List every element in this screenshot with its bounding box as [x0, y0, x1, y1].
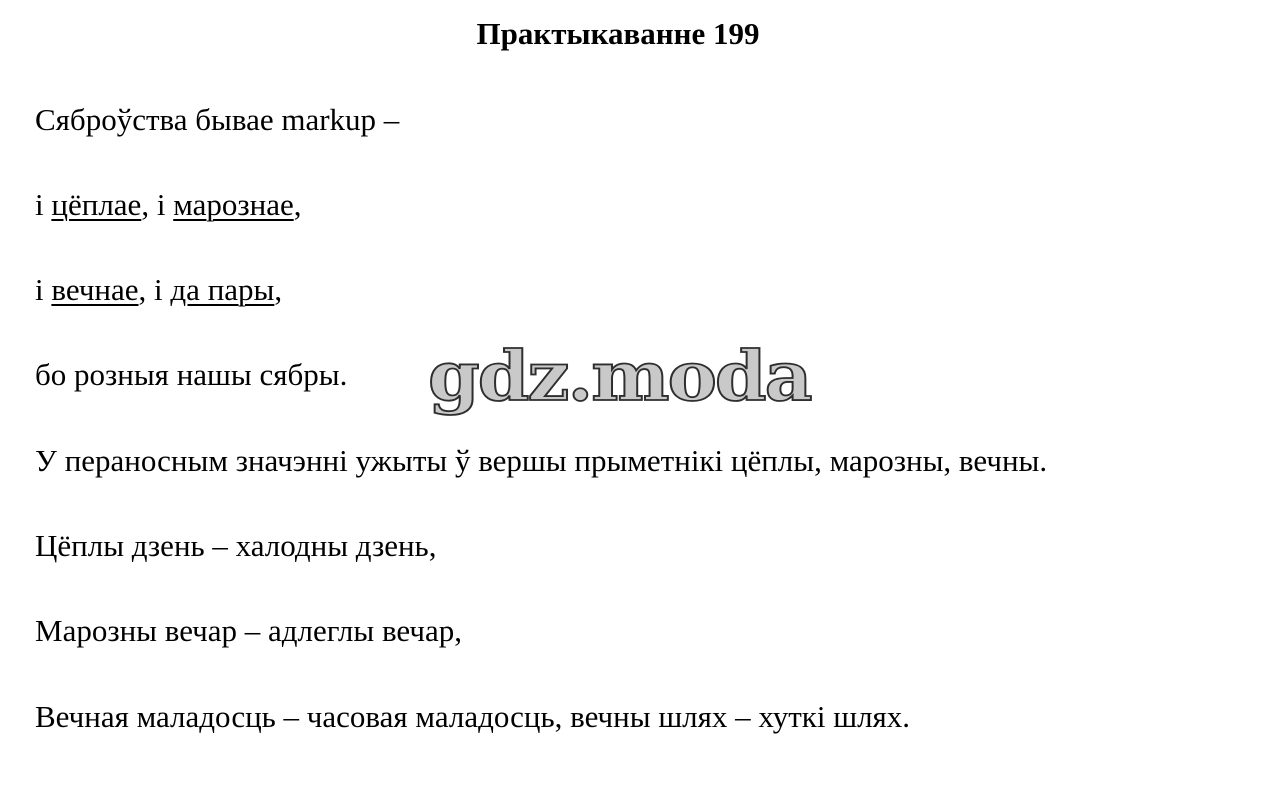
- underlined-word-eternal: вечнае: [51, 272, 139, 307]
- antonym-pair-2: Марозны вечар – адлеглы вечар,: [35, 613, 463, 648]
- poem-line-1: Сяброўства бывае markup –: [35, 102, 400, 137]
- antonym-pair-3: Вечная маладосць – часовая маладосць, вечны шлях – хуткі шлях.: [35, 699, 911, 734]
- underlined-word-frosty: марознае: [173, 187, 294, 222]
- watermark-logo: gdz.moda: [428, 337, 811, 417]
- underlined-word-warm: цёплае: [51, 187, 142, 222]
- antonym-pair-1: Цёплы дзень – халодны дзень,: [35, 528, 437, 563]
- poem-line-3-part: , і: [138, 272, 171, 307]
- explanation-text: У пераносным значэнні ужыты ў вершы прыметнікі цёплы, марозны, вечны.: [35, 443, 1048, 478]
- underlined-word-temporary: да пары: [170, 272, 275, 307]
- poem-line-2: [35, 185, 301, 225]
- poem-line-2-part: ,: [293, 187, 302, 222]
- poem-line-2-part: і: [35, 187, 52, 222]
- poem-line-4: бо розныя нашы сябры.: [35, 357, 348, 392]
- poem-line-3-part: і: [35, 272, 52, 307]
- poem-line-2-part: , і: [141, 187, 174, 222]
- poem-line-3: [35, 270, 282, 310]
- poem-line-3-part: ,: [274, 272, 283, 307]
- page-title: Практыкаванне 199: [476, 16, 760, 51]
